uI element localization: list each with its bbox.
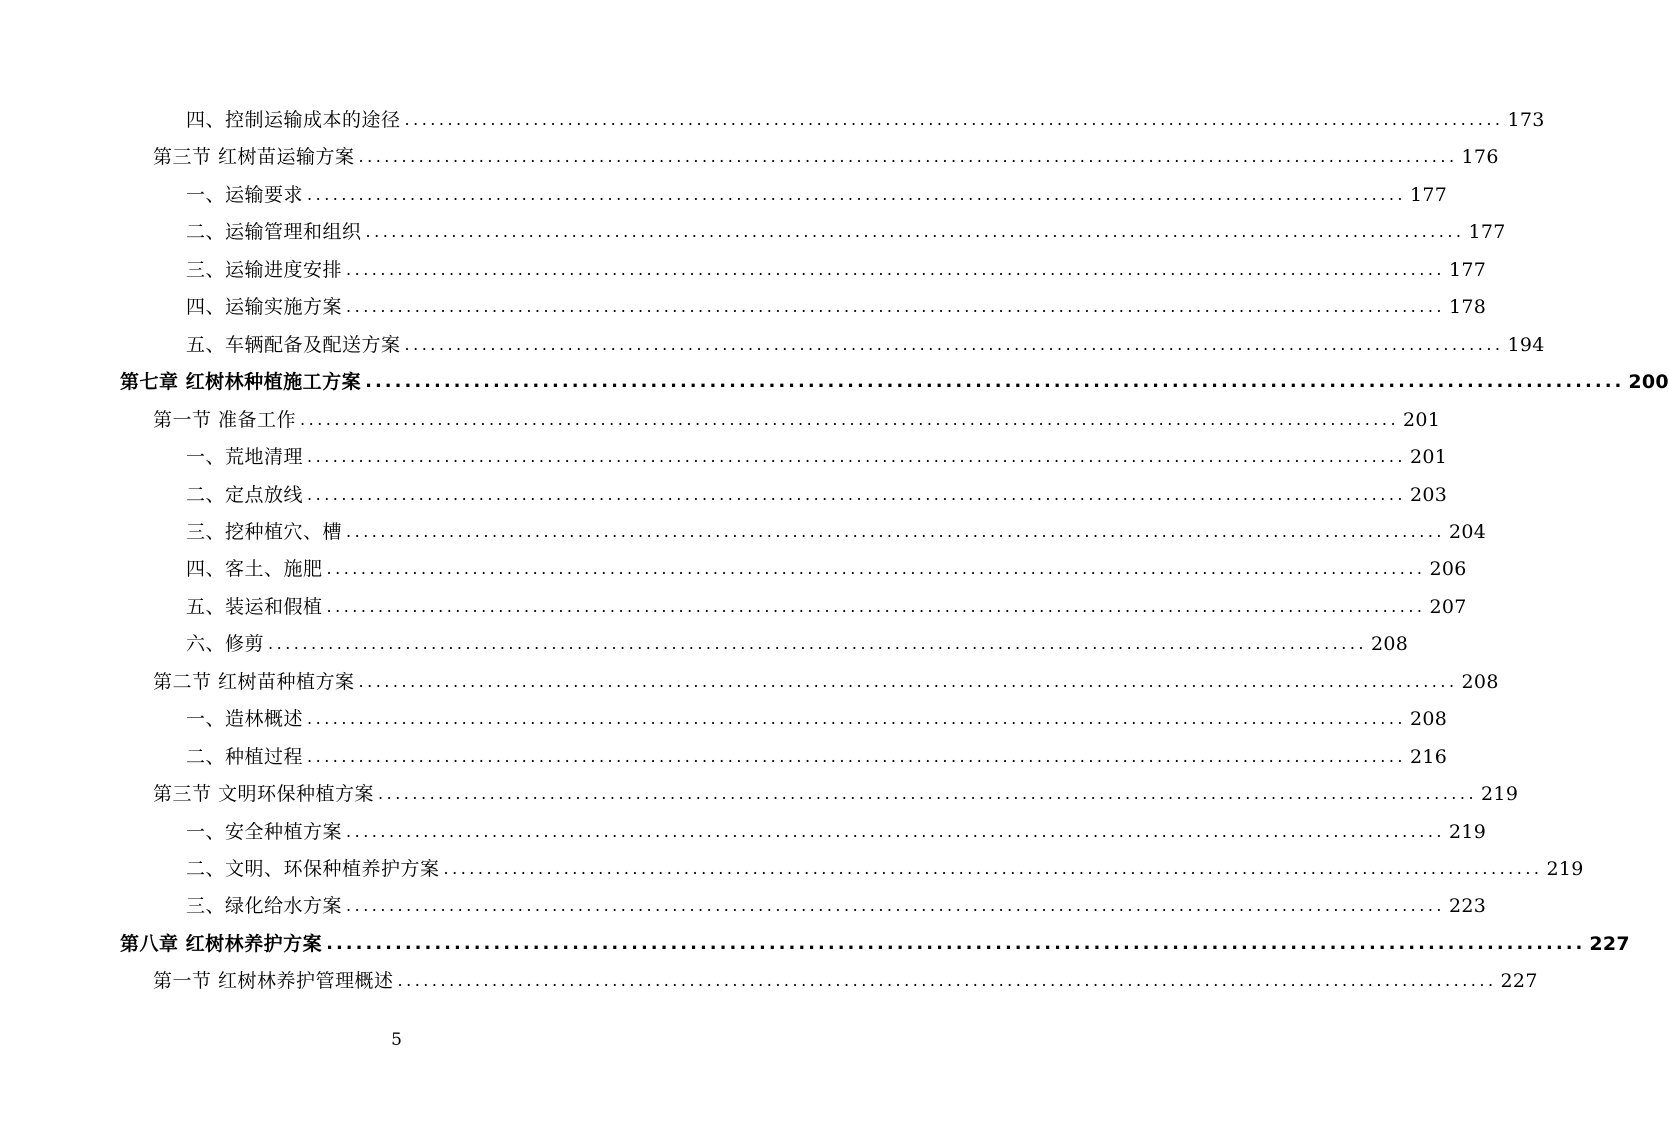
toc-entry-title: 二、种植过程 bbox=[186, 745, 304, 768]
toc-entry-section[interactable] bbox=[153, 405, 1441, 435]
toc-entry-title: 二、定点放线 bbox=[186, 483, 304, 506]
toc-entry-section[interactable] bbox=[153, 667, 1499, 697]
toc-dot-leader: ................................................................................................................................ bbox=[358, 671, 1458, 691]
toc-entry-page-number: 203 bbox=[1410, 483, 1448, 506]
toc-entry-title: 五、车辆配备及配送方案 bbox=[186, 333, 401, 356]
toc-entry-title: 第一节 红树林养护管理概述 bbox=[153, 970, 394, 993]
toc-entry-item[interactable] bbox=[186, 517, 1487, 547]
toc-entry-title: 四、客土、施肥 bbox=[186, 558, 323, 581]
toc-entry-page-number: 223 bbox=[1449, 895, 1487, 918]
toc-dot-leader: ................................................................................................................................ bbox=[443, 859, 1543, 878]
toc-entry-title: 第三节 文明环保种植方案 bbox=[153, 783, 375, 806]
toc-dot-leader: ................................................................................................................................ bbox=[404, 110, 1504, 129]
toc-entry-title: 三、挖种植穴、槽 bbox=[186, 520, 343, 543]
toc-dot-leader: ................................................................................................................................ bbox=[307, 184, 1407, 204]
toc-dot-leader: ................................................................................................................................ bbox=[326, 559, 1426, 579]
toc-dot-leader: ................................................................................................................................ bbox=[307, 746, 1407, 766]
toc-dot-leader: ................................................................................................................................ bbox=[365, 222, 1465, 242]
toc-entry-section[interactable] bbox=[153, 142, 1499, 172]
toc-entry-chapter[interactable] bbox=[120, 367, 1669, 397]
toc-dot-leader: ................................................................................................................................ bbox=[307, 447, 1407, 467]
toc-dot-leader: ................................................................................................................................ bbox=[346, 821, 1446, 841]
toc-entry-title: 一、造林概述 bbox=[186, 708, 304, 731]
toc-dot-leader: ................................................................................................................................ bbox=[378, 784, 1478, 804]
toc-entry-title: 二、文明、环保种植养护方案 bbox=[186, 858, 440, 880]
toc-entry-page-number: 176 bbox=[1461, 146, 1499, 169]
toc-dot-leader: ................................................................................................................................ bbox=[326, 932, 1586, 954]
toc-entry-title: 第八章 红树林养护方案 bbox=[120, 932, 323, 955]
toc-entry-title: 第三节 红树苗运输方案 bbox=[153, 146, 355, 169]
toc-entry-page-number: 219 bbox=[1481, 783, 1519, 806]
toc-entry-title: 一、荒地清理 bbox=[186, 446, 304, 469]
toc-entry-item[interactable] bbox=[186, 292, 1487, 322]
toc-dot-leader: ................................................................................................................................ bbox=[358, 147, 1458, 167]
toc-dot-leader: ................................................................................................................................ bbox=[268, 634, 1368, 654]
toc-entry-item[interactable] bbox=[186, 217, 1506, 247]
toc-entry-title: 第七章 红树林种植施工方案 bbox=[120, 371, 362, 394]
toc-entry-page-number: 227 bbox=[1589, 932, 1630, 955]
toc-entry-page-number: 194 bbox=[1507, 333, 1545, 356]
toc-entry-title: 一、安全种植方案 bbox=[186, 820, 343, 843]
toc-entry-page-number: 208 bbox=[1410, 708, 1448, 731]
toc-dot-leader: ................................................................................................................................ bbox=[300, 409, 1400, 429]
toc-entry-title: 四、控制运输成本的途径 bbox=[186, 109, 401, 131]
toc-entry-page-number: 206 bbox=[1429, 558, 1467, 581]
toc-entry-item[interactable] bbox=[186, 255, 1487, 285]
page-number: 5 bbox=[391, 1030, 402, 1050]
toc-entry-page-number: 200 bbox=[1628, 371, 1669, 394]
toc-entry-page-number: 177 bbox=[1410, 183, 1448, 206]
toc-entry-page-number: 177 bbox=[1449, 258, 1487, 281]
toc-entry-title: 三、运输进度安排 bbox=[186, 258, 343, 281]
toc-dot-leader: ................................................................................................................................ bbox=[346, 896, 1446, 916]
toc-dot-leader: ................................................................................................................................ bbox=[307, 709, 1407, 729]
toc-dot-leader: ................................................................................................................................ bbox=[397, 971, 1497, 991]
toc-entry-title: 四、运输实施方案 bbox=[186, 296, 343, 319]
toc-entry-page-number: 219 bbox=[1449, 820, 1487, 843]
toc-entry-item[interactable] bbox=[186, 592, 1467, 622]
toc-entry-title: 三、绿化给水方案 bbox=[186, 895, 343, 918]
toc-entry-title: 一、运输要求 bbox=[186, 183, 304, 206]
toc-entry-title: 第二节 红树苗种植方案 bbox=[153, 670, 355, 693]
toc-entry-page-number: 177 bbox=[1468, 221, 1506, 244]
toc-entry-page-number: 207 bbox=[1429, 595, 1467, 618]
toc-entry-page-number: 201 bbox=[1410, 446, 1448, 469]
toc-entry-page-number: 216 bbox=[1410, 745, 1448, 768]
toc-entry-item[interactable] bbox=[186, 180, 1448, 210]
toc-entry-page-number: 208 bbox=[1461, 670, 1499, 693]
toc-entry-item[interactable] bbox=[186, 817, 1487, 847]
toc-entry-section[interactable] bbox=[153, 966, 1538, 996]
toc-entry-item[interactable] bbox=[186, 891, 1487, 921]
toc-dot-leader: ................................................................................................................................ bbox=[404, 334, 1504, 354]
toc-entry-page-number: 204 bbox=[1449, 520, 1487, 543]
toc-entry-item[interactable] bbox=[186, 105, 1545, 135]
toc-dot-leader: ................................................................................................................................ bbox=[346, 521, 1446, 541]
toc-entry-page-number: 178 bbox=[1449, 296, 1487, 319]
toc-entry-title: 二、运输管理和组织 bbox=[186, 221, 362, 244]
toc-entry-page-number: 219 bbox=[1546, 858, 1584, 880]
toc-entry-chapter[interactable] bbox=[120, 929, 1630, 959]
toc-entry-item[interactable] bbox=[186, 704, 1448, 734]
toc-entry-item[interactable] bbox=[186, 442, 1448, 472]
toc-entry-item[interactable] bbox=[186, 554, 1467, 584]
toc-dot-leader: ................................................................................................................................ bbox=[365, 371, 1625, 393]
toc-dot-leader: ................................................................................................................................ bbox=[346, 297, 1446, 317]
toc-entry-page-number: 227 bbox=[1500, 970, 1538, 993]
toc-entry-section[interactable] bbox=[153, 779, 1519, 809]
toc-entry-title: 六、修剪 bbox=[186, 633, 265, 656]
toc-entry-item[interactable] bbox=[186, 480, 1448, 510]
toc-entry-page-number: 201 bbox=[1403, 408, 1441, 431]
toc-entry-item[interactable] bbox=[186, 854, 1584, 884]
toc-entry-item[interactable] bbox=[186, 629, 1409, 659]
toc-dot-leader: ................................................................................................................................ bbox=[326, 596, 1426, 616]
toc-dot-leader: ................................................................................................................................ bbox=[307, 484, 1407, 504]
toc-entry-page-number: 208 bbox=[1371, 633, 1409, 656]
toc-entry-item[interactable] bbox=[186, 742, 1448, 772]
toc-entry-title: 第一节 准备工作 bbox=[153, 408, 297, 431]
toc-entry-title: 五、装运和假植 bbox=[186, 595, 323, 618]
toc-entry-item[interactable] bbox=[186, 330, 1545, 360]
toc-entry-page-number: 173 bbox=[1507, 109, 1545, 131]
toc-dot-leader: ................................................................................................................................ bbox=[346, 259, 1446, 279]
